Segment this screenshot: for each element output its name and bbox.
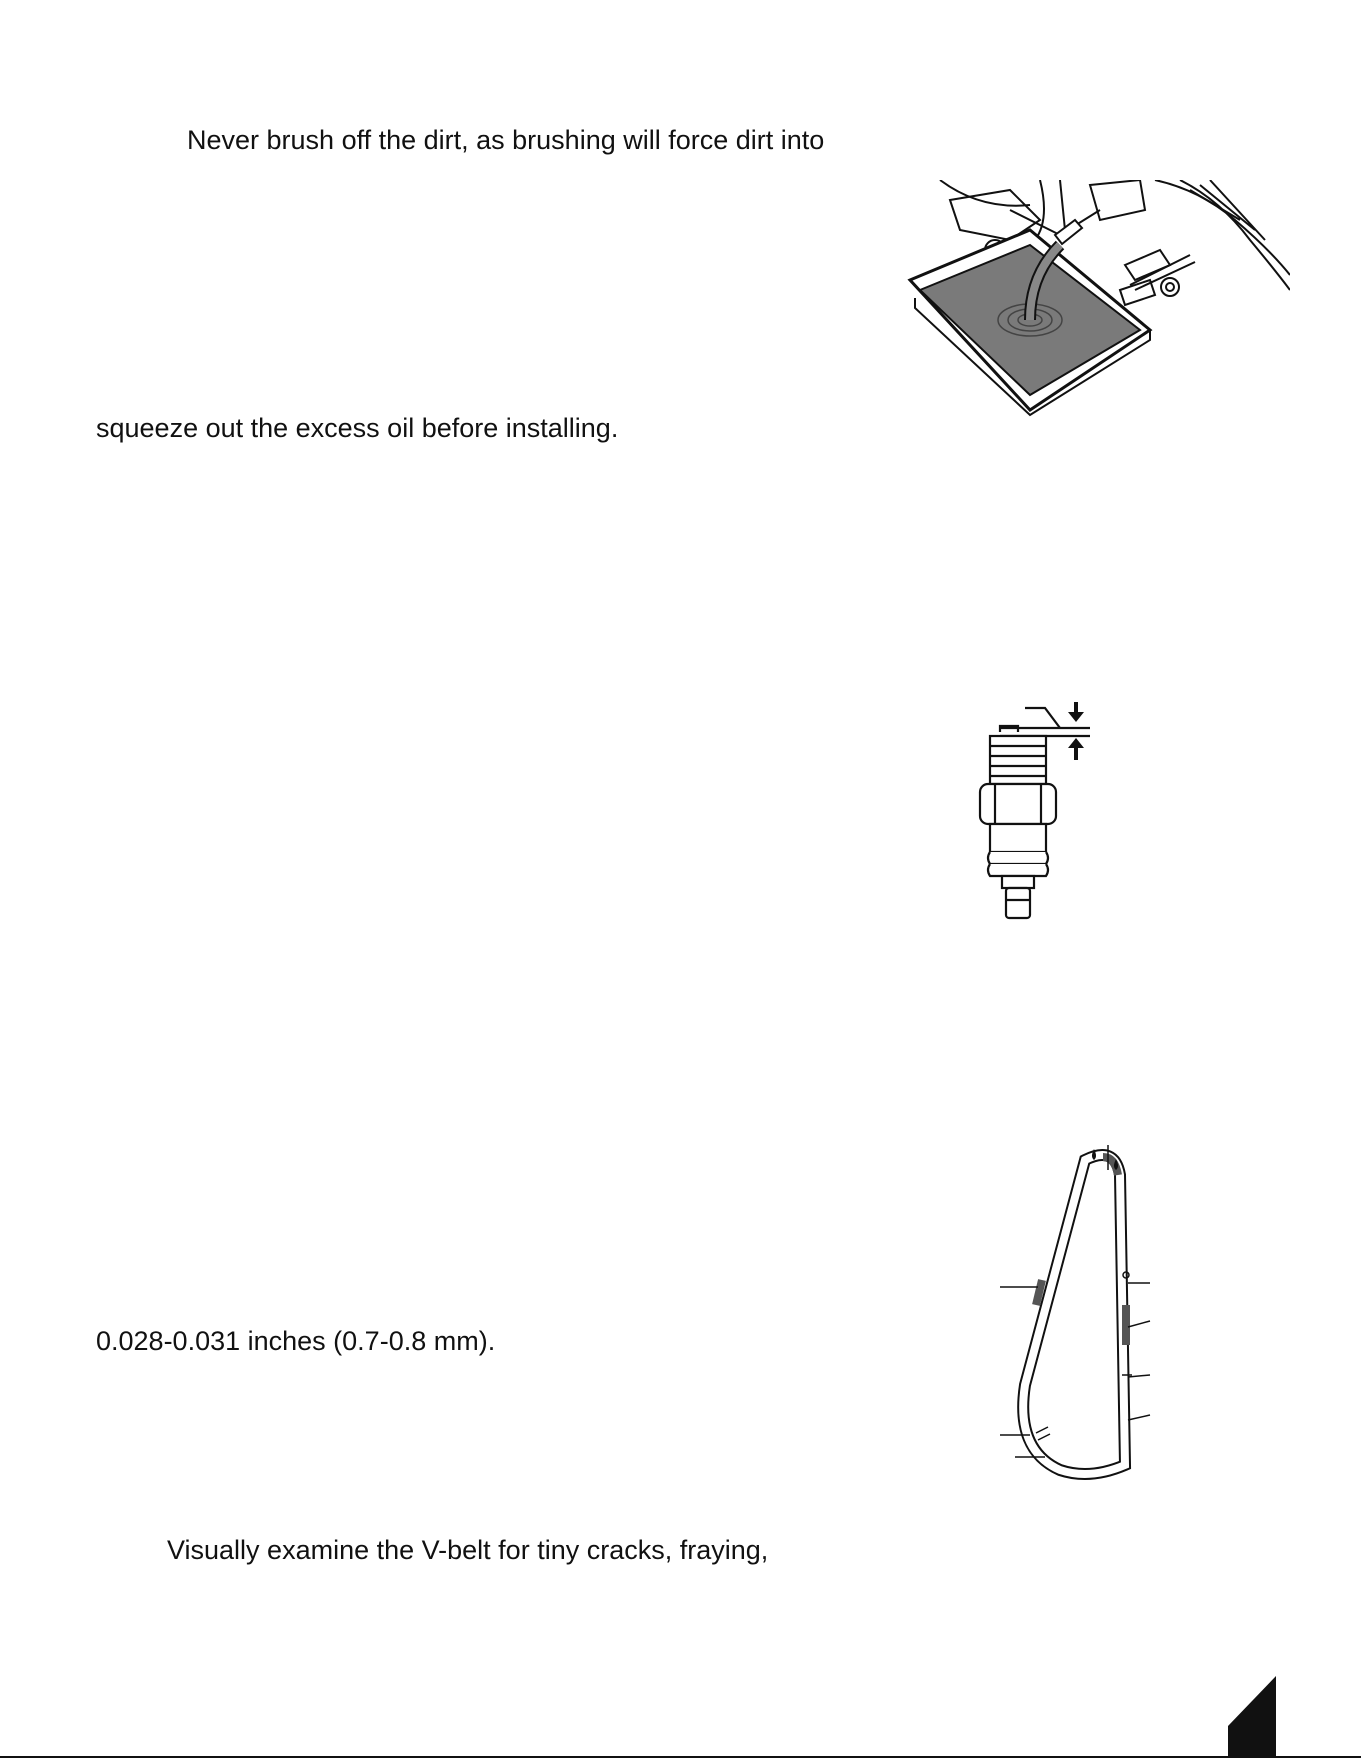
page-corner-tab [1228,1676,1276,1758]
v-belt-inspection-illustration [990,1145,1170,1490]
bottom-rule [0,1756,1361,1758]
spark-plug-gap-illustration [960,700,1100,930]
paragraph-line-dirt: Never brush off the dirt, as brushing will force dirt into [187,125,825,155]
oil-drain-pan-illustration [900,180,1290,460]
paragraph-line-gap: 0.028-0.031 inches (0.7-0.8 mm). [96,1326,496,1356]
paragraph-line-oil: squeeze out the excess oil before installing. [96,413,619,443]
paragraph-line-vbelt: Visually examine the V-belt for tiny cracks, fraying, [167,1535,769,1565]
